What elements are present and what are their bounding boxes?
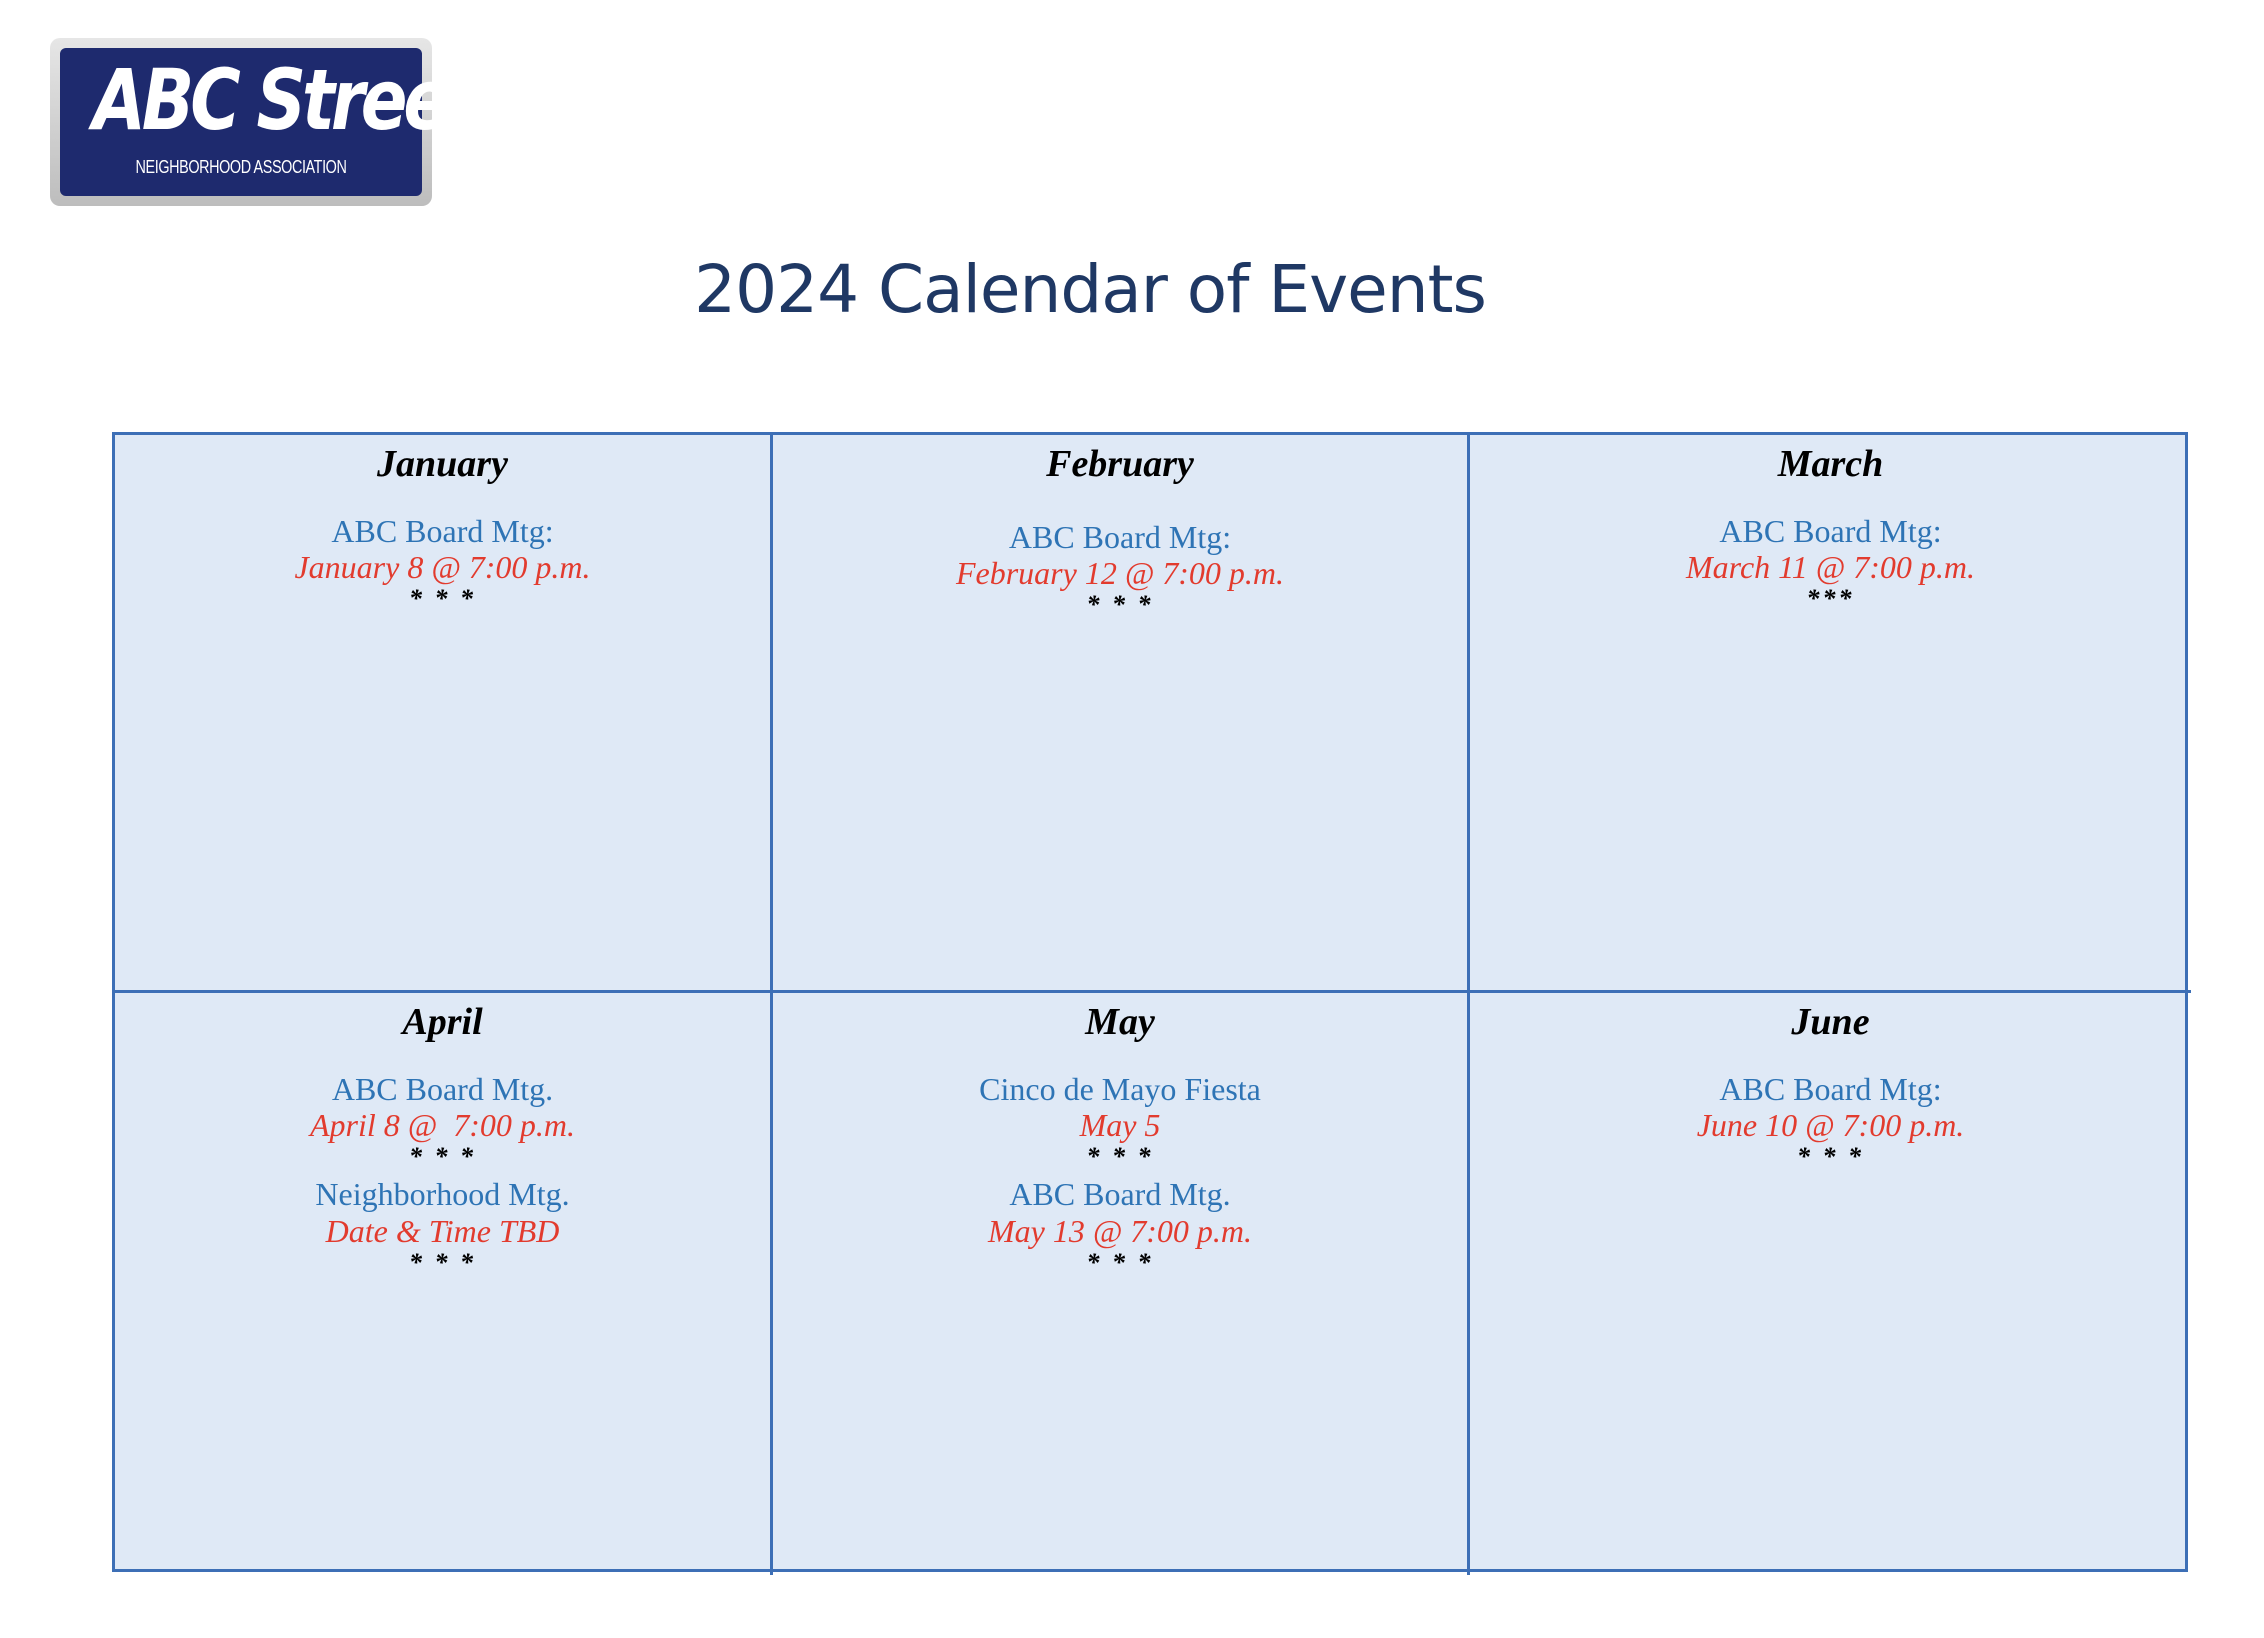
event-item: [773, 519, 1467, 625]
event-separator: * * *: [1086, 1247, 1154, 1277]
event-item: [773, 1071, 1467, 1177]
event-separator: * * *: [1086, 1142, 1154, 1172]
calendar-grid: [112, 432, 2188, 1572]
abc-streets-logo: [50, 38, 512, 206]
event-title: ABC Board Mtg.: [1009, 1176, 1231, 1213]
month-name: February: [1046, 443, 1194, 485]
event-date-time: May 5: [1079, 1107, 1161, 1144]
event-separator: * * *: [1797, 1142, 1864, 1172]
logo-badge: [60, 48, 512, 196]
event-title: ABC Board Mtg:: [331, 512, 554, 549]
month-cell-june: [1470, 993, 2191, 1575]
logo-sub-text: NEIGHBORHOOD ASSOCIATION: [135, 157, 347, 177]
event-date-time: May 13 @ 7:00 p.m.: [987, 1213, 1253, 1250]
page-title: 2024 Calendar of Events: [694, 251, 1486, 328]
month-cell-january: [115, 435, 773, 993]
event-item: [1470, 513, 2191, 619]
event-separator: * * *: [409, 584, 476, 614]
event-title: ABC Board Mtg:: [1719, 1070, 1942, 1107]
event-title: Cinco de Mayo Fiesta: [979, 1070, 1261, 1107]
month-name: April: [402, 1001, 483, 1043]
event-separator: * * *: [409, 1142, 476, 1172]
event-item: [115, 1176, 770, 1282]
month-name: June: [1791, 1001, 1870, 1043]
event-title: ABC Board Mtg:: [1719, 512, 1942, 549]
month-cell-february: [773, 435, 1470, 993]
event-separator: * * *: [409, 1247, 476, 1277]
event-item: [115, 1071, 770, 1177]
event-item: [773, 1176, 1467, 1282]
event-title: ABC Board Mtg.: [331, 1070, 554, 1107]
event-date-time: Date & Time TBD: [325, 1213, 560, 1250]
event-item: [1470, 1071, 2191, 1177]
event-title: ABC Board Mtg:: [1008, 518, 1232, 555]
month-name: March: [1777, 443, 1884, 485]
month-name: January: [377, 443, 508, 485]
logo-main-text: ABC Streets: [92, 51, 512, 149]
event-separator: ***: [1806, 584, 1855, 614]
month-cell-may: [773, 993, 1470, 1575]
event-date-time: March 11 @ 7:00 p.m.: [1686, 549, 1975, 586]
event-date-time: February 12 @ 7:00 p.m.: [955, 555, 1285, 592]
month-cell-april: [115, 993, 773, 1575]
event-date-time: June 10 @ 7:00 p.m.: [1696, 1107, 1965, 1144]
month-name: May: [1085, 1001, 1155, 1043]
event-item: [115, 513, 770, 619]
event-date-time: April 8 @ 7:00 p.m.: [310, 1107, 575, 1144]
event-title: Neighborhood Mtg.: [315, 1176, 570, 1213]
event-separator: * * *: [1086, 590, 1154, 620]
month-cell-march: [1470, 435, 2191, 993]
event-date-time: January 8 @ 7:00 p.m.: [294, 549, 591, 586]
